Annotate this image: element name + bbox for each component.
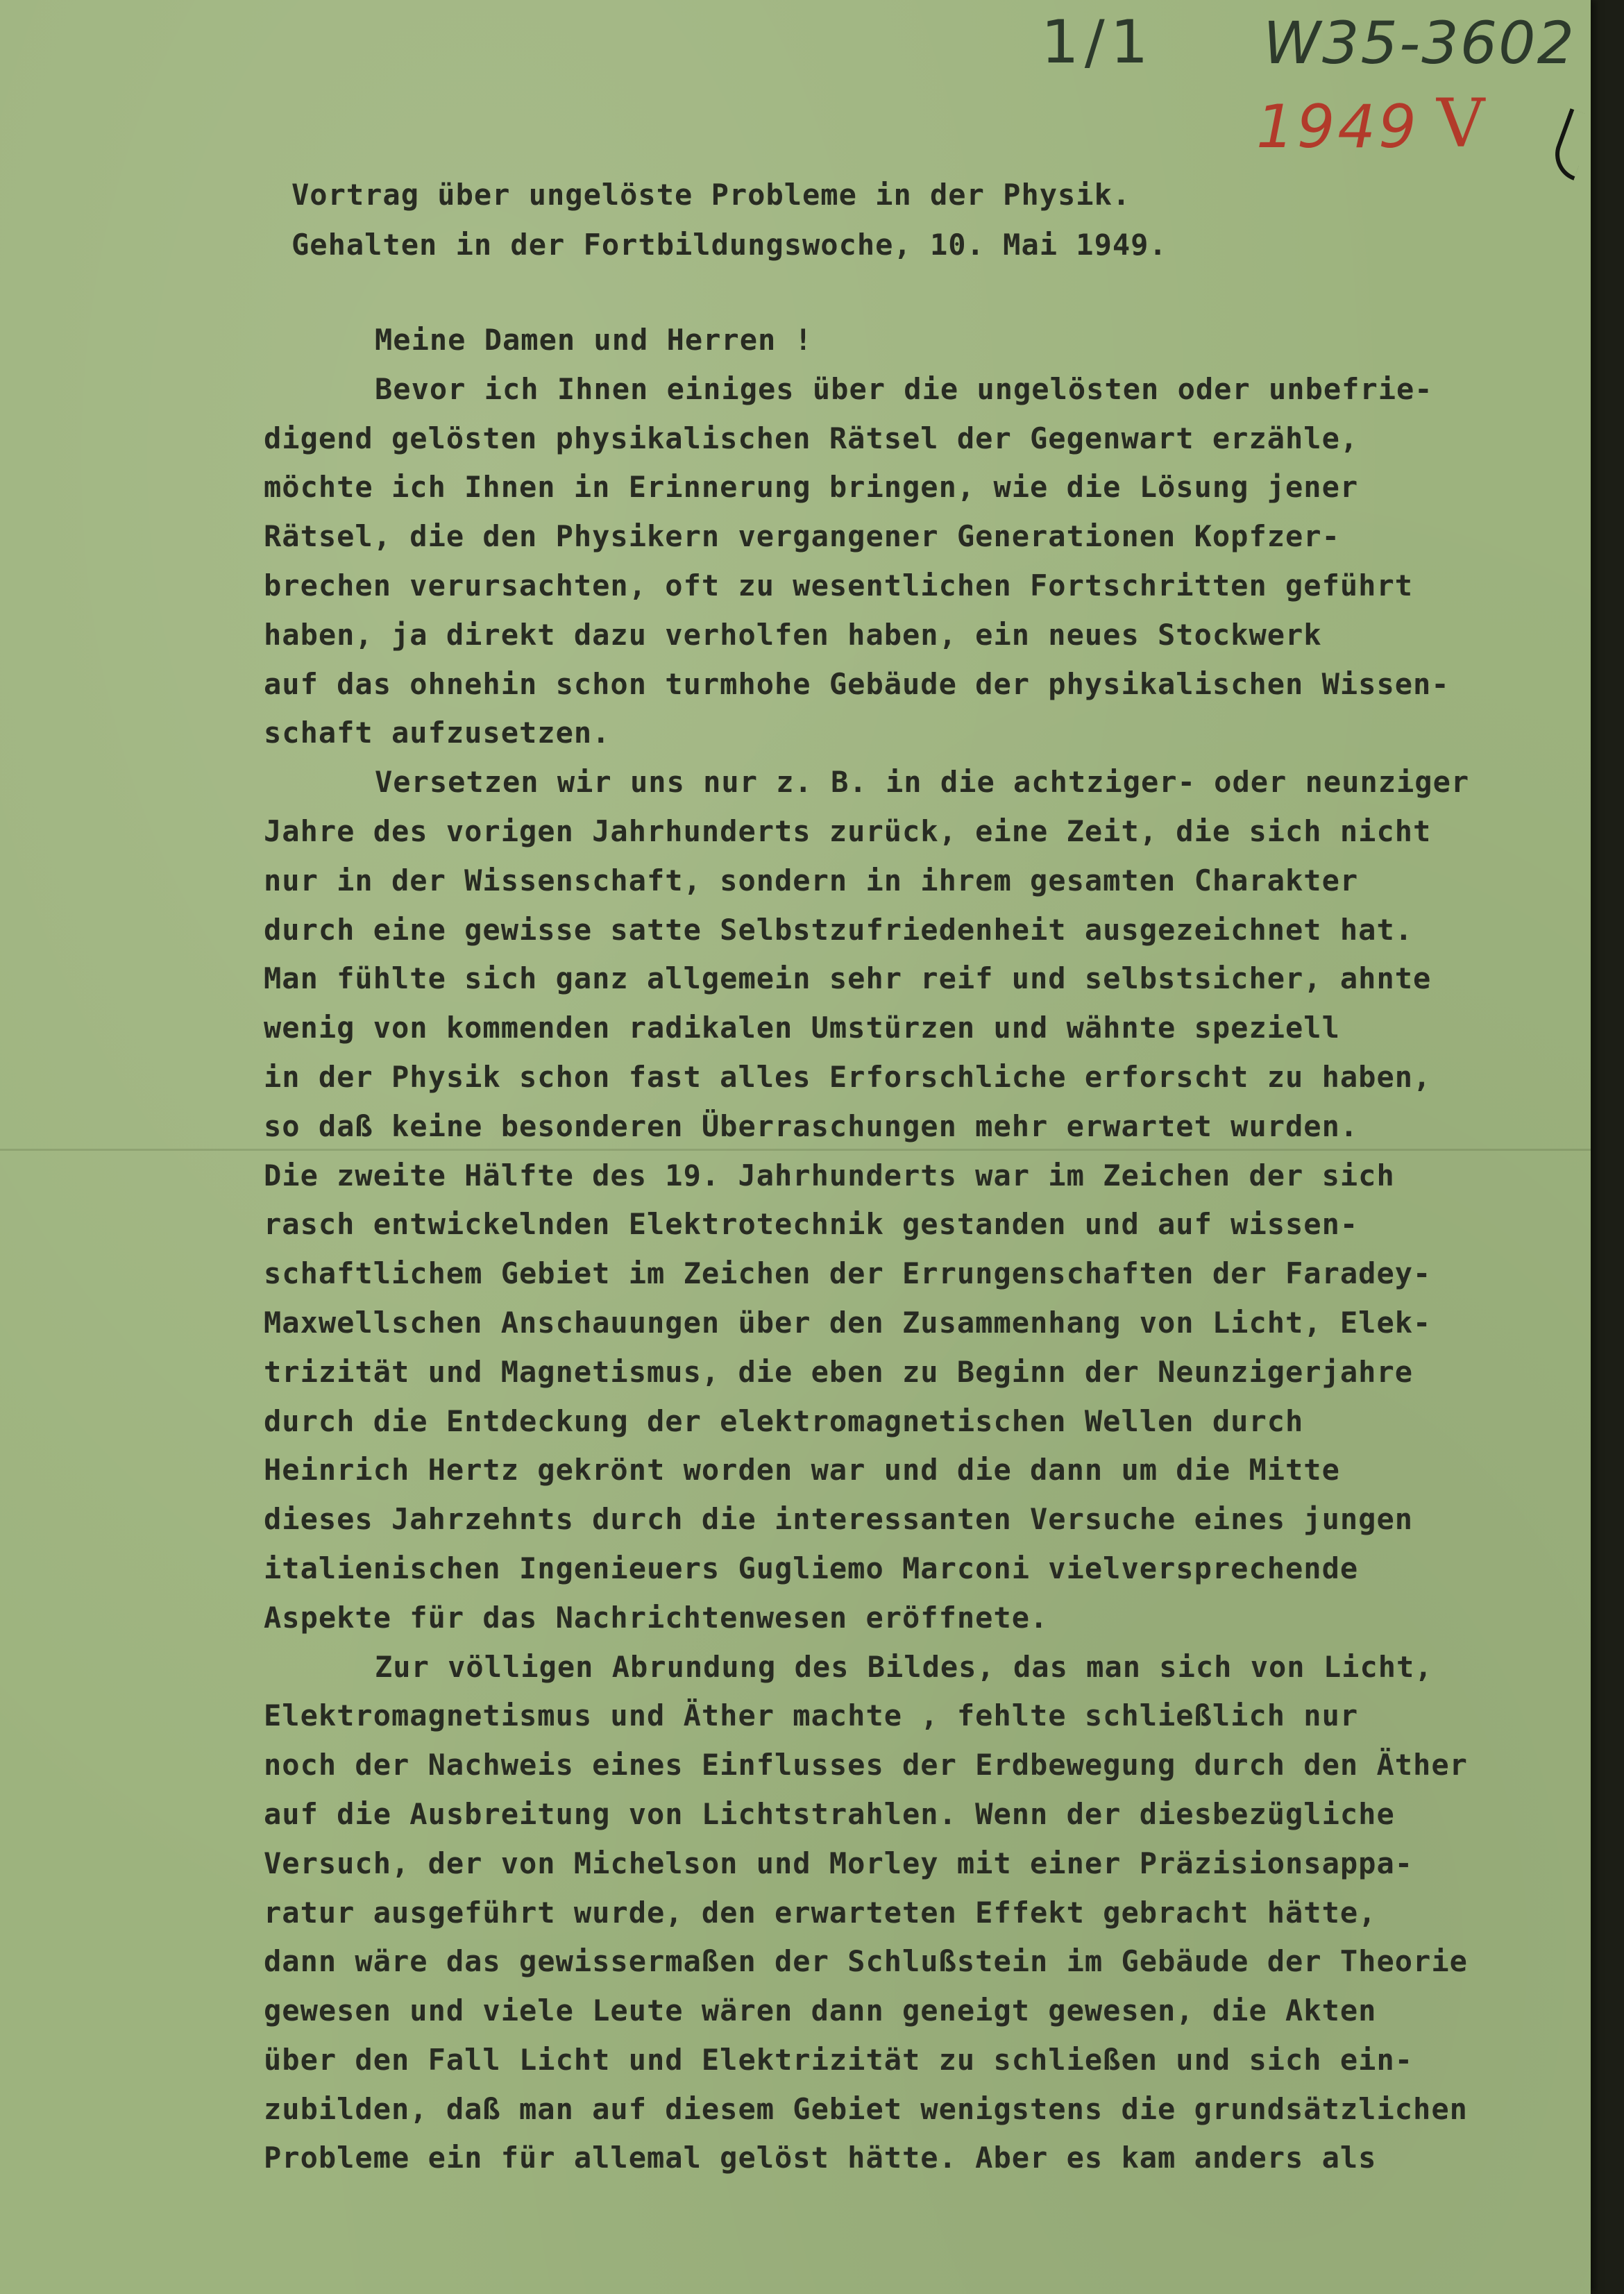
text-line: haben, ja direkt dazu verholfen haben, ein neues Stockwerk [264,617,1322,652]
salutation: Meine Damen und Herren ! [375,323,813,357]
text-line: Maxwellschen Anschauungen über den Zusammenhang von Licht, Elek- [264,1305,1432,1340]
text-line: Probleme ein für allemal gelöst hätte. Aber es kam anders als [264,2141,1377,2175]
text-line: auf das ohnehin schon turmhohe Gebäude der physikalischen Wissen- [264,666,1450,701]
text-line: ratur ausgeführt wurde, den erwarteten Effekt gebracht hätte, [264,1895,1377,1930]
text-line: durch die Entdeckung der elektromagnetischen Wellen durch [264,1403,1304,1438]
text-line: nur in der Wissenschaft, sondern in ihrem gesamten Charakter [264,863,1359,897]
document-heading [291,170,1541,270]
heading-title: Vortrag über ungelöste Probleme in der Physik. [291,178,1131,212]
text-line: Man fühlte sich ganz allgemein sehr reif und selbstsicher, ahnte [264,961,1432,996]
heading-subtitle: Gehalten in der Fortbildungswoche, 10. Mai 1949. [291,228,1167,262]
text-line: Versuch, der von Michelson und Morley mit einer Präzisionsappa- [264,1846,1414,1880]
text-line: dieses Jahrzehnts durch die interessanten Versuche eines jungen [264,1502,1414,1537]
text-line: gewesen und viele Leute wären dann geneigt gewesen, die Akten [264,1993,1377,2028]
text-line: über den Fall Licht und Elektrizität zu schließen und sich ein- [264,2042,1414,2077]
text-line: brechen verursachten, oft zu wesentlichen Fortschritten geführt [264,568,1414,602]
archive-folio-mark: 1/1 [1041,8,1154,77]
corner-bracket-mark [1548,108,1596,180]
text-line: Zur völligen Abrundung des Bildes, das man sich von Licht, [375,1649,1433,1684]
text-line: wenig von kommenden radikalen Umstürzen und wähnte speziell [264,1011,1340,1045]
text-line: digend gelösten physikalischen Rätsel der Gegenwart erzähle, [264,421,1359,455]
text-line: zubilden, daß man auf diesem Gebiet wenigstens die grundsätzlichen [264,2091,1468,2126]
archive-numeral-mark: V [1437,85,1485,162]
text-line: möchte ich Ihnen in Erinnerung bringen, wie die Lösung jener [264,470,1359,505]
text-line: Versetzen wir uns nur z. B. in die achtziger- oder neunziger [375,765,1470,800]
text-line: auf die Ausbreitung von Lichtstrahlen. Wenn der diesbezügliche [264,1796,1395,1831]
archive-year-mark: 1949 [1256,92,1419,162]
text-line: dann wäre das gewissermaßen der Schlußstein im Gebäude der Theorie [264,1944,1468,1979]
text-line: so daß keine besonderen Überraschungen mehr erwartet wurden. [264,1108,1359,1143]
archive-signature-mark: W35-3602 [1263,9,1576,77]
text-line: rasch entwickelnden Elektrotechnik gestanden und auf wissen- [264,1207,1359,1242]
text-line: Die zweite Hälfte des 19. Jahrhunderts war im Zeichen der sich [264,1158,1395,1192]
text-line: noch der Nachweis eines Einflusses der Erdbewegung durch den Äther [264,1748,1468,1782]
text-line: Rätsel, die den Physikern vergangener Generationen Kopfzer- [264,519,1340,554]
text-line: in der Physik schon fast alles Erforschliche erforscht zu haben, [264,1059,1432,1094]
text-line: Heinrich Hertz gekrönt worden war und die dann um die Mitte [264,1453,1340,1487]
text-line: Jahre des vorigen Jahrhunderts zurück, eine Zeit, die sich nicht [264,813,1432,848]
text-line: trizität und Magnetismus, die eben zu Beginn der Neunzigerjahre [264,1354,1414,1389]
text-line: schaft aufzusetzen. [264,716,611,750]
text-line: Aspekte für das Nachrichtenwesen eröffnete. [264,1600,1049,1635]
text-line: durch eine gewisse satte Selbstzufriedenheit ausgezeichnet hat. [264,912,1414,947]
text-line: italienischen Ingenieuers Gugliemo Marconi vielversprechende [264,1551,1359,1585]
text-line: Elektromagnetismus und Äther machte , fehlte schließlich nur [264,1698,1359,1733]
text-line: schaftlichem Gebiet im Zeichen der Errungenschaften der Faradey- [264,1256,1432,1291]
document-body [264,316,1582,2183]
text-line: Bevor ich Ihnen einiges über die ungelösten oder unbefrie- [375,371,1433,406]
